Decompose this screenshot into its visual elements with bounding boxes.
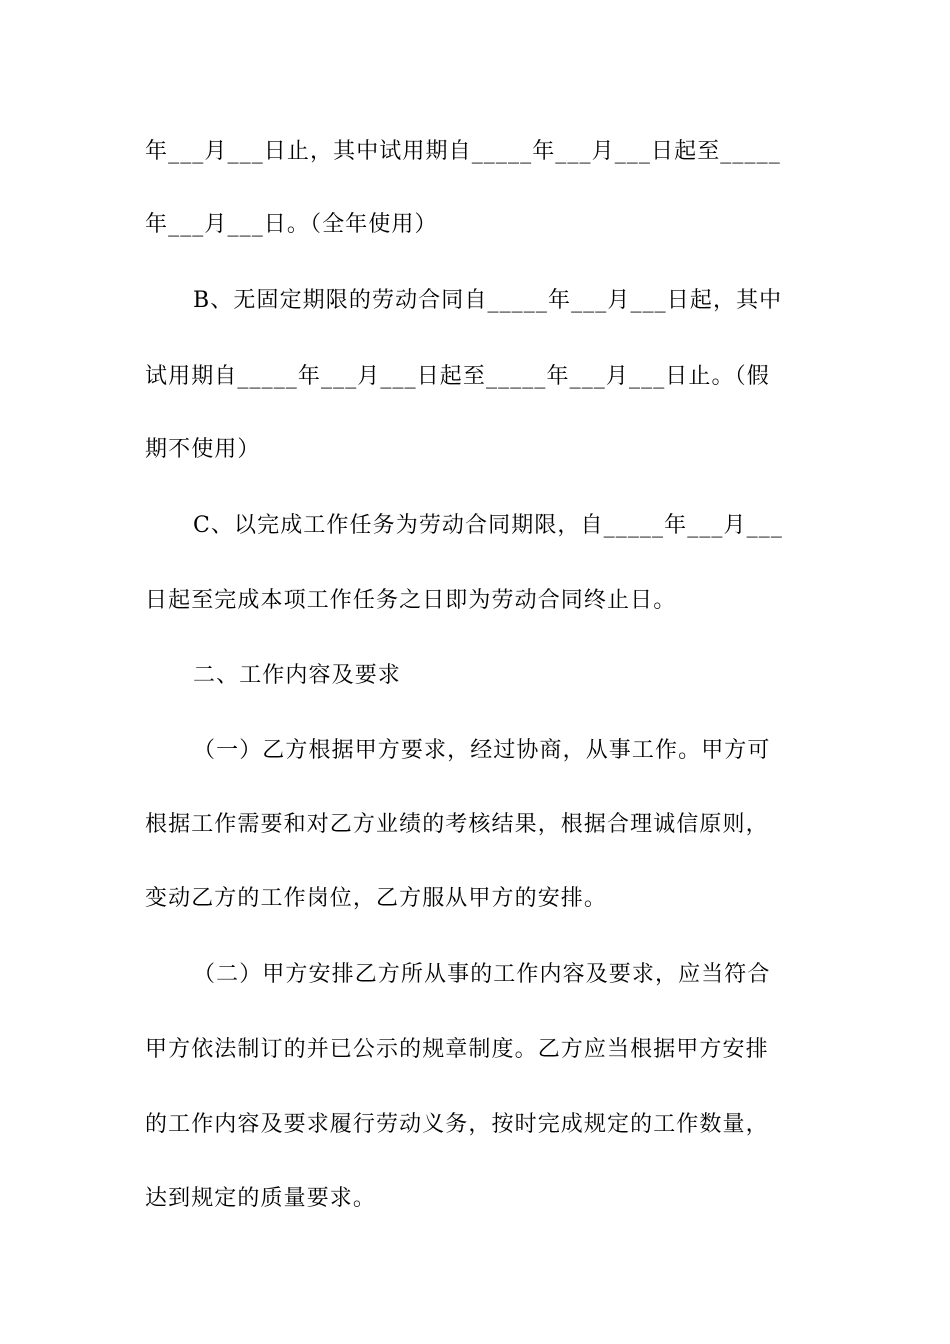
text-line-10: 根据工作需要和对乙方业绩的考核结果，根据合理诚信原则， — [145, 812, 769, 837]
text-line-15: 达到规定的质量要求。 — [145, 1186, 377, 1211]
text-line-6: C、以完成工作任务为劳动合同期限，自_____年___月___ — [193, 513, 783, 538]
text-line-9: （一）乙方根据甲方要求，经过协商，从事工作。甲方可 — [193, 738, 771, 763]
section-heading: 二、工作内容及要求 — [193, 663, 401, 688]
text-line-2: 年___月___日。（全年使用） — [145, 212, 438, 237]
text-line-1: 年___月___日止，其中试用期自_____年___月___日起至_____ — [145, 139, 781, 164]
text-line-13: 甲方依法制订的并已公示的规章制度。乙方应当根据甲方安排 — [145, 1037, 769, 1062]
text-line-14: 的工作内容及要求履行劳动义务，按时完成规定的工作数量， — [145, 1112, 769, 1137]
text-line-4: 试用期自_____年___月___日起至_____年___月___日止。（假 — [145, 364, 770, 389]
text-line-11: 变动乙方的工作岗位，乙方服从甲方的安排。 — [145, 886, 608, 911]
text-line-7: 日起至完成本项工作任务之日即为劳动合同终止日。 — [145, 588, 677, 613]
text-line-3: B、无固定期限的劳动合同自_____年___月___日起，其中 — [193, 288, 783, 313]
text-line-12: （二）甲方安排乙方所从事的工作内容及要求，应当符合 — [193, 962, 771, 987]
text-line-5: 期不使用） — [145, 437, 261, 462]
